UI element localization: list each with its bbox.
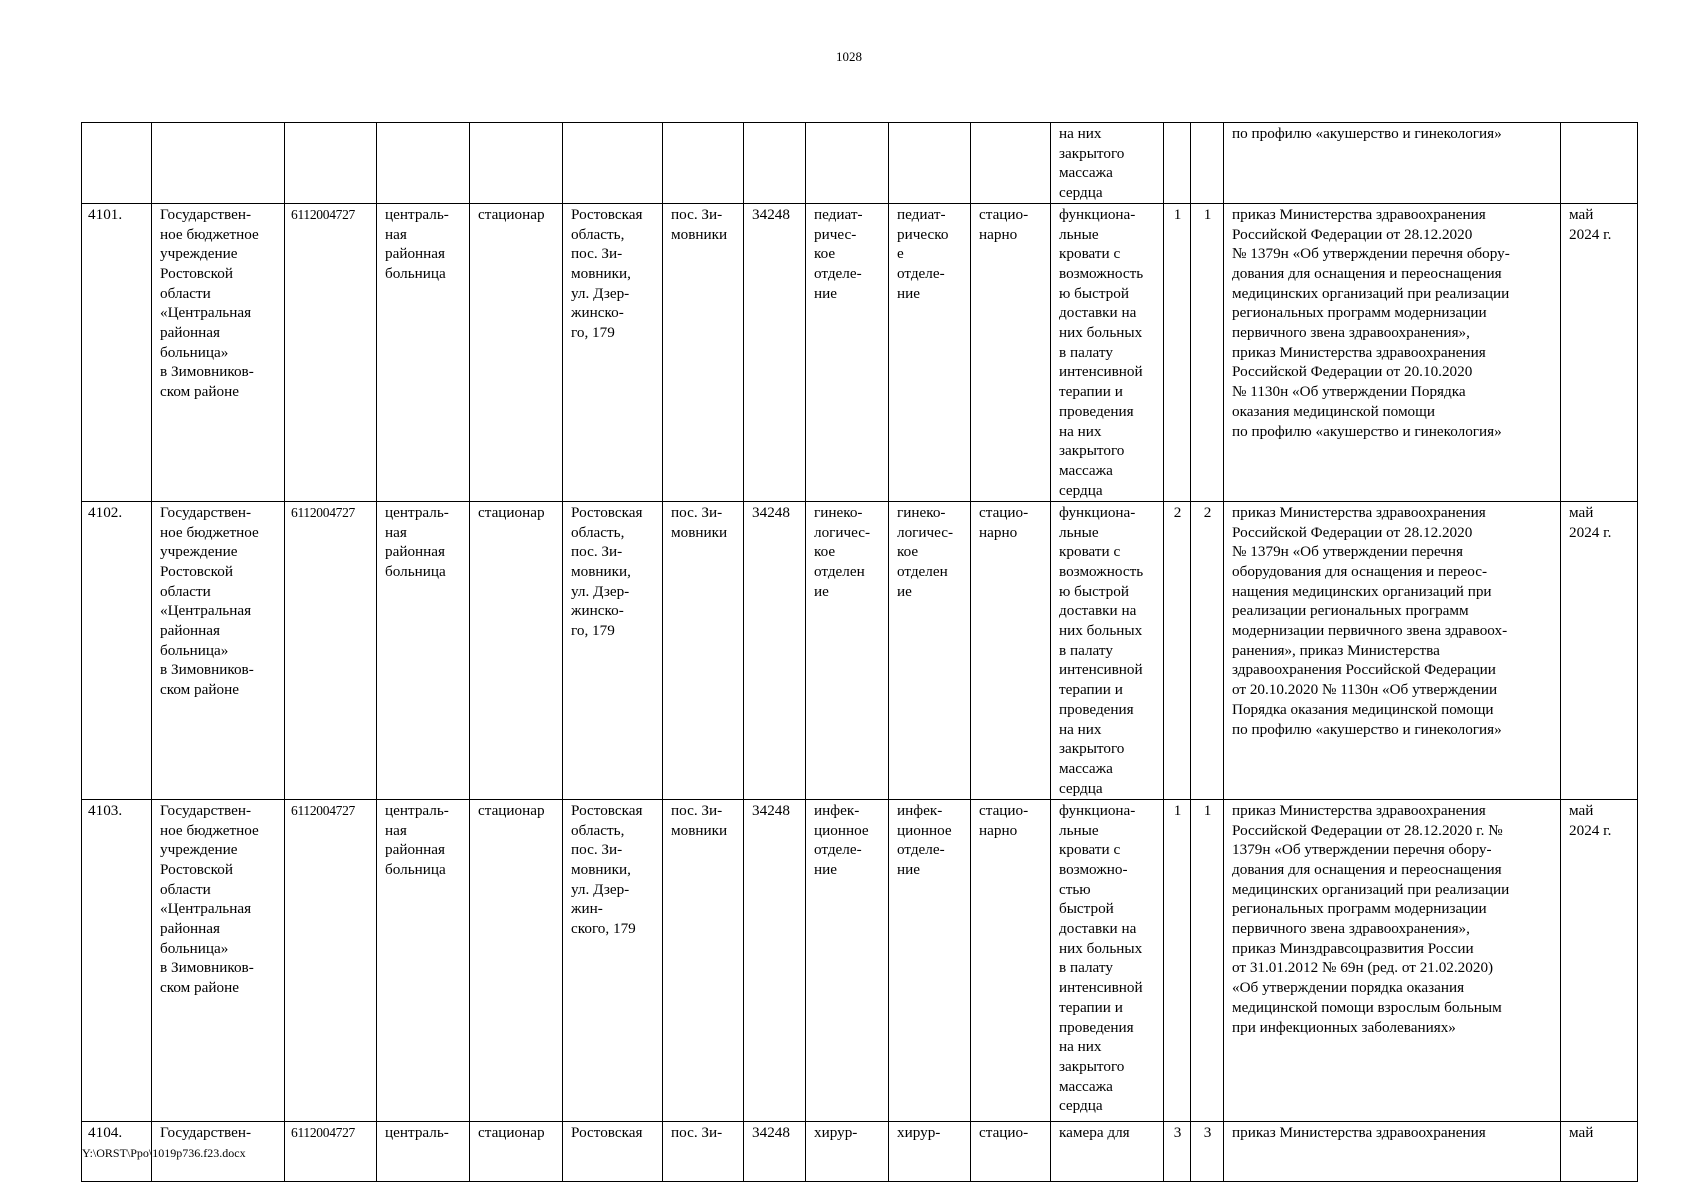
cell-care: [470, 123, 563, 204]
equipment-table-container: [81, 122, 1638, 1141]
cell-date: май 2024 г.: [1561, 501, 1638, 799]
cell-org: Государствен- ное бюджетное учреждение Ростовской области «Центральная районная больница» в Зимовников- ском районе: [152, 501, 285, 799]
cell-dept2: [889, 123, 971, 204]
table-row-4103: [82, 799, 1638, 1121]
cell-basis: приказ Министерства здравоохранения: [1224, 1121, 1561, 1181]
cell-address: Ростовская область, пос. Зи- мовники, ул. Дзер- жинско- го, 179: [563, 203, 663, 501]
table-row-4104: [82, 1121, 1638, 1181]
cell-org: [152, 123, 285, 204]
cell-qty1: [1164, 123, 1191, 204]
cell-basis: приказ Министерства здравоохранения Российской Федерации от 28.12.2020 г. № 1379н «Об утверждении перечня обору- дования для оснащения и переоснащения медицинских организаций при реализации региональных программ модернизации первичного звена здравоохранения», приказ Минздравсоцразвития России от 31.01.2012 № 69н (ред. от 21.02.2020) «Об утверждении порядка оказания медицинской помощи взрослым больным при инфекционных заболеваниях»: [1224, 799, 1561, 1121]
cell-care: стационар: [470, 799, 563, 1121]
equipment-table: [81, 122, 1638, 1182]
cell-qty1: 1: [1164, 799, 1191, 1121]
table-row-4102: [82, 501, 1638, 799]
cell-inn: 6112004727: [285, 799, 377, 1121]
cell-num: 4104.: [82, 1121, 152, 1181]
cell-dept1: педиат- ричес- кое отделе- ние: [806, 203, 889, 501]
cell-dept2: хирур-: [889, 1121, 971, 1181]
cell-address: Ростовская область, пос. Зи- мовники, ул. Дзер- жинско- го, 179: [563, 501, 663, 799]
cell-qty1: 1: [1164, 203, 1191, 501]
cell-address: Ростовская область, пос. Зи- мовники, ул. Дзер- жин- ского, 179: [563, 799, 663, 1121]
cell-code: [744, 123, 806, 204]
cell-settlement: [663, 123, 744, 204]
cell-address: [563, 123, 663, 204]
cell-type: централь- ная районная больница: [377, 799, 470, 1121]
table-row-4101: [82, 203, 1638, 501]
cell-mode: стацио-: [971, 1121, 1051, 1181]
cell-dept1: инфек- ционное отделе- ние: [806, 799, 889, 1121]
cell-settlement: пос. Зи- мовники: [663, 799, 744, 1121]
cell-qty2: 2: [1191, 501, 1224, 799]
cell-settlement: пос. Зи- мовники: [663, 501, 744, 799]
cell-org: Государствен- ное бюджетное учреждение Ростовской области «Центральная районная больница» в Зимовников- ском районе: [152, 799, 285, 1121]
cell-qty2: [1191, 123, 1224, 204]
cell-date: май 2024 г.: [1561, 799, 1638, 1121]
cell-mode: стацио- нарно: [971, 501, 1051, 799]
cell-type: централь- ная районная больница: [377, 501, 470, 799]
table-row-continuation: [82, 123, 1638, 204]
cell-org: Государствен- ное бюджетное учреждение Ростовской области «Центральная районная больница» в Зимовников- ском районе: [152, 203, 285, 501]
cell-mode: стацио- нарно: [971, 203, 1051, 501]
cell-equipment: камера для: [1051, 1121, 1164, 1181]
cell-dept2: педиат- рическо е отделе- ние: [889, 203, 971, 501]
cell-care: стационар: [470, 1121, 563, 1181]
cell-num: 4101.: [82, 203, 152, 501]
cell-address: Ростовская: [563, 1121, 663, 1181]
cell-code: 34248: [744, 1121, 806, 1181]
cell-qty2: 3: [1191, 1121, 1224, 1181]
cell-settlement: пос. Зи- мовники: [663, 203, 744, 501]
cell-settlement: пос. Зи-: [663, 1121, 744, 1181]
cell-inn: 6112004727: [285, 501, 377, 799]
cell-basis: приказ Министерства здравоохранения Российской Федерации от 28.12.2020 № 1379н «Об утверждении перечня оборудования для оснащения и переос- нащения медицинских организаций при реализации региональных программ модернизации первичного звена здравоох- ранения», приказ Министерства здравоохранения Российской Федерации от 20.10.2020 № 1130н «Об утверждении Порядка оказания медицинской помощи по профилю «акушерство и гинекология»: [1224, 501, 1561, 799]
file-path-footer: Y:\ORST\Ppo\1019p736.f23.docx: [82, 1146, 246, 1160]
cell-qty1: 2: [1164, 501, 1191, 799]
cell-code: 34248: [744, 799, 806, 1121]
cell-qty2: 1: [1191, 799, 1224, 1121]
cell-date: [1561, 123, 1638, 204]
cell-dept1: гинеко- логичес- кое отделен ие: [806, 501, 889, 799]
cell-org: Государствен-: [152, 1121, 285, 1181]
cell-date: май 2024 г.: [1561, 203, 1638, 501]
cell-num: 4102.: [82, 501, 152, 799]
cell-inn: 6112004727: [285, 203, 377, 501]
cell-qty1: 3: [1164, 1121, 1191, 1181]
cell-qty2: 1: [1191, 203, 1224, 501]
cell-type: [377, 123, 470, 204]
cell-mode: [971, 123, 1051, 204]
cell-dept2: инфек- ционное отделе- ние: [889, 799, 971, 1121]
cell-type: централь-: [377, 1121, 470, 1181]
cell-equipment: функциона- льные кровати с возможность ю быстрой доставки на них больных в палату интенсивной терапии и проведения на них закрытого массажа сердца: [1051, 501, 1164, 799]
cell-care: стационар: [470, 501, 563, 799]
cell-date: май: [1561, 1121, 1638, 1181]
cell-num: [82, 123, 152, 204]
page-number: 1028: [836, 49, 862, 64]
cell-dept1: хирур-: [806, 1121, 889, 1181]
cell-num: 4103.: [82, 799, 152, 1121]
cell-basis: по профилю «акушерство и гинекология»: [1224, 123, 1561, 204]
cell-mode: стацио- нарно: [971, 799, 1051, 1121]
cell-equipment: на них закрытого массажа сердца: [1051, 123, 1164, 204]
cell-dept1: [806, 123, 889, 204]
cell-basis: приказ Министерства здравоохранения Российской Федерации от 28.12.2020 № 1379н «Об утверждении перечня обору- дования для оснащения и переоснащения медицинских организаций при реализации региональных программ модернизации первичного звена здравоохранения», приказ Министерства здравоохранения Российской Федерации от 20.10.2020 № 1130н «Об утверждении Порядка оказания медицинской помощи по профилю «акушерство и гинекология»: [1224, 203, 1561, 501]
cell-equipment: функциона- льные кровати с возможно- стью быстрой доставки на них больных в палату интенсивной терапии и проведения на них закрытого массажа сердца: [1051, 799, 1164, 1121]
cell-inn: 6112004727: [285, 1121, 377, 1181]
cell-inn: [285, 123, 377, 204]
cell-equipment: функциона- льные кровати с возможность ю быстрой доставки на них больных в палату интенсивной терапии и проведения на них закрытого массажа сердца: [1051, 203, 1164, 501]
cell-code: 34248: [744, 203, 806, 501]
cell-type: централь- ная районная больница: [377, 203, 470, 501]
cell-code: 34248: [744, 501, 806, 799]
cell-dept2: гинеко- логичес- кое отделен ие: [889, 501, 971, 799]
cell-care: стационар: [470, 203, 563, 501]
